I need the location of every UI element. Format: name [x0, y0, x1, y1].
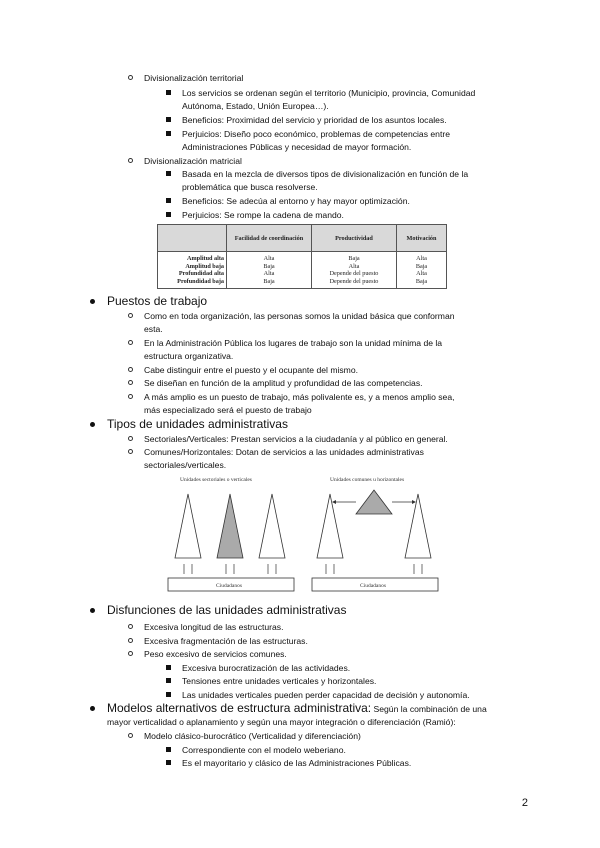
square-bullet-icon: [166, 212, 171, 217]
subheading-territorial: Divisionalización territorial: [144, 73, 244, 83]
subheading-matricial: Divisionalización matricial: [144, 156, 242, 166]
list-item: Excesiva longitud de las estructuras.: [144, 622, 284, 632]
square-bullet-icon: [166, 747, 171, 752]
square-bullet-icon: [166, 171, 171, 176]
section-heading-puestos: Puestos de trabajo: [107, 294, 208, 308]
square-bullet-icon: [166, 117, 171, 122]
circle-bullet-icon: [128, 380, 133, 385]
table-cell: Alta: [397, 252, 447, 263]
disc-bullet-icon: [90, 608, 95, 613]
circle-bullet-icon: [128, 158, 133, 163]
modelos-title: Modelos alternativos de estructura administrativa:: [107, 701, 372, 715]
triangle-vertical: [175, 494, 201, 558]
square-bullet-icon: [166, 760, 171, 765]
table-cell: Alta: [227, 270, 312, 278]
units-diagram-svg: [160, 472, 440, 598]
section-heading-tipos: Tipos de unidades administrativas: [107, 417, 288, 431]
page-number: 2: [521, 797, 528, 809]
table-row: [158, 263, 447, 271]
square-bullet-icon: [166, 90, 171, 95]
table-row: [158, 278, 447, 289]
list-item: Comunes/Horizontales: Dotan de servicios a las unidades administrativas: [144, 447, 424, 457]
table-cell: Amplitud alta: [158, 252, 227, 263]
table-header: Productividad: [312, 225, 397, 252]
table-cell: Alta: [397, 270, 447, 278]
fig-label-left: Unidades sectoriales o verticales: [180, 477, 252, 483]
triangle-vertical: [405, 494, 431, 558]
circle-bullet-icon: [128, 394, 133, 399]
table-cell: Baja: [397, 263, 447, 271]
table-cell: Baja: [312, 252, 397, 263]
disc-bullet-icon: [90, 299, 95, 304]
list-item: Las unidades verticales pueden perder capacidad de decisión y autonomía.: [182, 690, 470, 700]
list-item: En la Administración Pública los lugares de trabajo son la unidad mínima de la: [144, 338, 443, 348]
arrowhead: [412, 500, 416, 504]
list-item: Sectoriales/Verticales: Prestan servicios a la ciudadanía y al público en general.: [144, 434, 448, 444]
disc-bullet-icon: [90, 706, 95, 711]
citizens-label-left: Ciudadanos: [216, 583, 242, 589]
circle-bullet-icon: [128, 313, 133, 318]
disc-bullet-icon: [90, 422, 95, 427]
list-item: estructura organizativa.: [144, 351, 234, 361]
list-item: más especializado será el puesto de trabajo: [144, 405, 312, 415]
paragraph-line: mayor verticalidad o aplanamiento y según una mayor integración o diferenciación (Ramió):: [107, 717, 456, 727]
list-item: Perjuicios: Se rompe la cadena de mando.: [182, 210, 344, 220]
arrows-right: [326, 564, 422, 574]
arrowhead: [332, 500, 336, 504]
list-item: Peso excesivo de servicios comunes.: [144, 649, 287, 659]
modelos-title-rest: Según la combinación de una: [371, 704, 487, 714]
table-row: [158, 270, 447, 278]
circle-bullet-icon: [128, 733, 133, 738]
list-item: Excesiva fragmentación de las estructuras.: [144, 636, 308, 646]
section-heading-modelos: [107, 701, 487, 716]
list-item: problemática que busca resolverse.: [182, 182, 318, 192]
list-item: Cabe distinguir entre el puesto y el ocupante del mismo.: [144, 365, 359, 375]
triangle-vertical: [259, 494, 285, 558]
section-heading-disfunciones: Disfunciones de las unidades administrativas: [107, 603, 347, 617]
circle-bullet-icon: [128, 638, 133, 643]
arrows-left: [184, 564, 276, 574]
table-header-row: [158, 225, 447, 252]
table-cell: Baja: [227, 278, 312, 289]
table-cell: Depende del puesto: [312, 278, 397, 289]
citizens-label-right: Ciudadanos: [360, 583, 386, 589]
square-bullet-icon: [166, 665, 171, 670]
list-item: Perjuicios: Diseño poco económico, problemas de competencias entre: [182, 129, 450, 139]
triangle-vertical-shaded: [217, 494, 243, 558]
list-item: Autónoma, Estado, Unión Europea…).: [182, 101, 329, 111]
table-header: Facilidad de coordinación: [227, 225, 312, 252]
table-header: Motivación: [397, 225, 447, 252]
circle-bullet-icon: [128, 75, 133, 80]
table-cell: Alta: [227, 252, 312, 263]
square-bullet-icon: [166, 692, 171, 697]
triangle-vertical: [317, 494, 343, 558]
table-cell: Depende del puesto: [312, 270, 397, 278]
square-bullet-icon: [166, 678, 171, 683]
table-cell: Baja: [397, 278, 447, 289]
circle-bullet-icon: [128, 651, 133, 656]
list-item: Modelo clásico-burocrático (Verticalidad y diferenciación): [144, 731, 361, 741]
list-item: Es el mayoritario y clásico de las Administraciones Públicas.: [182, 758, 412, 768]
fig-label-right: Unidades comunes u horizontales: [330, 477, 405, 483]
list-item: Los servicios se ordenan según el territorio (Municipio, provincia, Comunidad: [182, 88, 476, 98]
square-bullet-icon: [166, 198, 171, 203]
circle-bullet-icon: [128, 624, 133, 629]
list-item: Beneficios: Proximidad del servicio y prioridad de los asuntos locales.: [182, 115, 447, 125]
units-diagram: [160, 472, 440, 598]
table-row: [158, 252, 447, 263]
list-item: Correspondiente con el modelo weberiano.: [182, 745, 346, 755]
list-item: Beneficios: Se adecúa al entorno y hay mayor optimización.: [182, 196, 410, 206]
list-item: Tensiones entre unidades verticales y horizontales.: [182, 676, 377, 686]
list-item: esta.: [144, 324, 163, 334]
circle-bullet-icon: [128, 449, 133, 454]
circle-bullet-icon: [128, 367, 133, 372]
square-bullet-icon: [166, 131, 171, 136]
table-cell: Profundidad alta: [158, 270, 227, 278]
circle-bullet-icon: [128, 436, 133, 441]
table-header: [158, 225, 227, 252]
list-item: Administraciones Públicas y necesidad de mayor formación.: [182, 142, 412, 152]
table-cell: Baja: [227, 263, 312, 271]
triangle-horizontal-shaded: [356, 490, 392, 514]
list-item: Se diseñan en función de la amplitud y profundidad de las competencias.: [144, 378, 423, 388]
table-cell: Amplitud baja: [158, 263, 227, 271]
table-cell: Alta: [312, 263, 397, 271]
list-item: Como en toda organización, las personas somos la unidad básica que conforman: [144, 311, 455, 321]
circle-bullet-icon: [128, 340, 133, 345]
list-item: Basada en la mezcla de diversos tipos de divisionalización en función de la: [182, 169, 469, 179]
comparison-table: [157, 224, 447, 289]
list-item: sectoriales/verticales.: [144, 460, 227, 470]
list-item: Excesiva burocratización de las actividades.: [182, 663, 351, 673]
list-item: A más amplio es un puesto de trabajo, más polivalente es, y a menos amplio sea,: [144, 392, 455, 402]
table-cell: Profundidad baja: [158, 278, 227, 289]
